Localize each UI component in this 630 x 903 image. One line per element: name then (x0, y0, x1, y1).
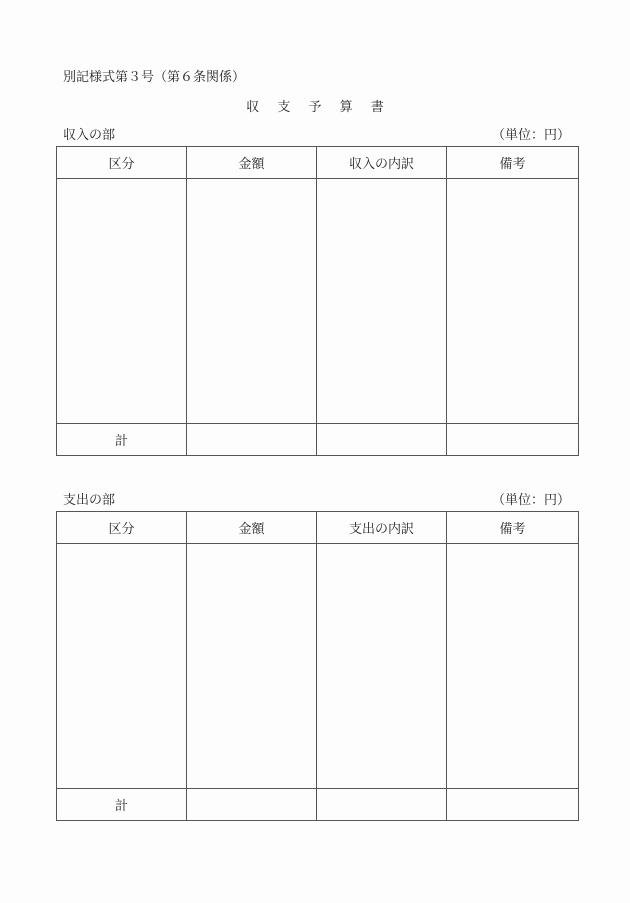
income-total-breakdown[interactable] (317, 424, 447, 456)
expense-total-amount[interactable] (187, 789, 317, 821)
title-char: 収 (246, 100, 260, 115)
expense-body-row (57, 544, 579, 789)
expense-total-label: 計 (57, 789, 187, 821)
expense-breakdown-cell[interactable] (317, 544, 447, 789)
expense-remarks-cell[interactable] (447, 544, 579, 789)
document-title (0, 96, 630, 115)
income-col-breakdown: 収入の内訳 (317, 147, 447, 179)
income-total-row (57, 424, 579, 456)
income-col-category: 区分 (57, 147, 187, 179)
income-header-row (57, 147, 579, 179)
income-category-cell[interactable] (57, 179, 187, 424)
title-char: 算 (339, 100, 353, 115)
income-section-label: 収入の部 (63, 128, 116, 143)
expense-total-row (57, 789, 579, 821)
income-breakdown-cell[interactable] (317, 179, 447, 424)
expense-amount-cell[interactable] (187, 544, 317, 789)
expense-col-remarks: 備考 (447, 512, 579, 544)
income-unit-label: （単位：円） (491, 128, 570, 143)
income-amount-cell[interactable] (187, 179, 317, 424)
income-col-remarks: 備考 (447, 147, 579, 179)
expense-total-breakdown[interactable] (317, 789, 447, 821)
expense-unit-label: （単位：円） (491, 493, 570, 508)
expense-col-breakdown: 支出の内訳 (317, 512, 447, 544)
title-char: 予 (308, 100, 322, 115)
expense-col-category: 区分 (57, 512, 187, 544)
income-remarks-cell[interactable] (447, 179, 579, 424)
income-col-amount: 金額 (187, 147, 317, 179)
form-number: 別記様式第３号（第６条関係） (63, 70, 246, 85)
expense-header-row (57, 512, 579, 544)
expense-total-remarks[interactable] (447, 789, 579, 821)
income-total-remarks[interactable] (447, 424, 579, 456)
title-char: 支 (277, 100, 291, 115)
expense-section-label: 支出の部 (63, 493, 116, 508)
income-total-amount[interactable] (187, 424, 317, 456)
expense-table (56, 511, 579, 821)
income-body-row (57, 179, 579, 424)
income-table (56, 146, 579, 456)
expense-col-amount: 金額 (187, 512, 317, 544)
income-total-label: 計 (57, 424, 187, 456)
expense-category-cell[interactable] (57, 544, 187, 789)
title-char: 書 (370, 100, 384, 115)
